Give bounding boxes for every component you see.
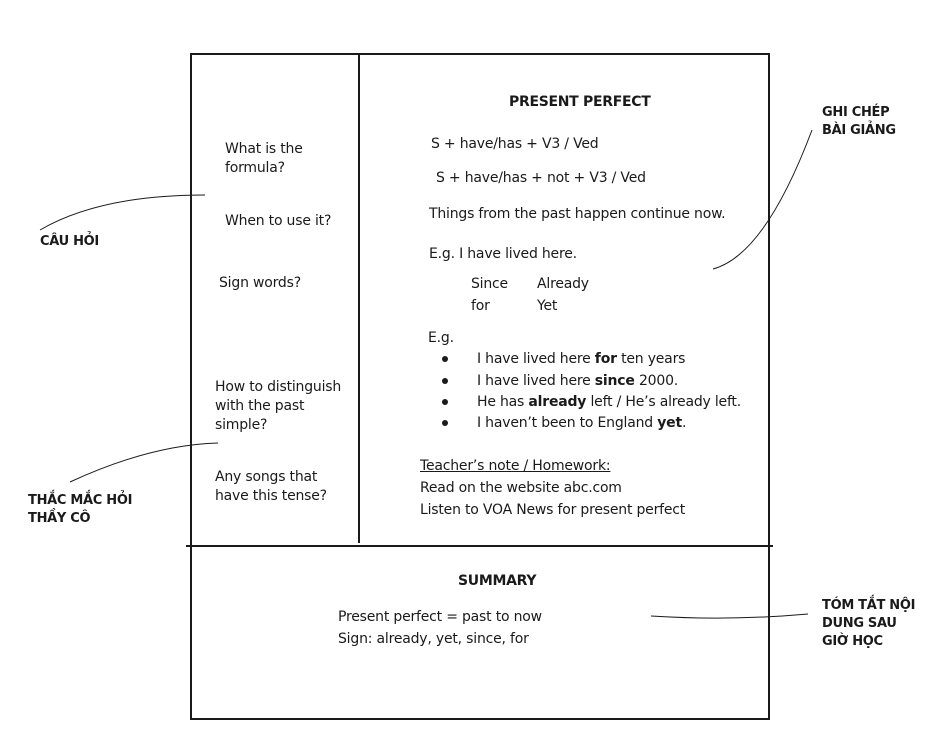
sign-for: for (471, 298, 490, 314)
formula-positive: S + have/has + V3 / Ved (431, 136, 599, 152)
question-sign-words: Sign words? (219, 275, 301, 291)
formula-negative: S + have/has + not + V3 / Ved (436, 170, 646, 186)
bullet-icon (442, 420, 448, 426)
bullet-icon (442, 378, 448, 384)
summary-title: SUMMARY (458, 573, 537, 589)
question-when-to-use: When to use it? (225, 213, 332, 229)
teacher-note-heading: Teacher’s note / Homework: (420, 458, 611, 474)
ask-teacher-pointer (70, 443, 218, 482)
eg-label: E.g. (428, 330, 454, 346)
ask-teacher-annotation: THẮC MẮC HỎI THẦY CÔ (28, 493, 133, 526)
summary-pointer (651, 614, 808, 618)
usage-note: Things from the past happen continue now. (429, 206, 726, 222)
question-distinguish: How to distinguish with the past simple? (215, 379, 342, 433)
example-line: E.g. I have lived here. (429, 246, 577, 262)
lecture-notes-annotation: GHI CHÉP BÀI GIẢNG (822, 105, 896, 138)
bullet-icon (442, 399, 448, 405)
sign-already: Already (537, 276, 589, 292)
sign-yet: Yet (537, 298, 558, 314)
question-songs: Any songs that have this tense? (215, 469, 327, 504)
questions-pointer (40, 195, 205, 230)
lecture-notes-pointer (713, 130, 812, 269)
bullet-icon (442, 356, 448, 362)
homework-line-1: Read on the website abc.com (420, 480, 622, 496)
notes-title: PRESENT PERFECT (509, 94, 651, 110)
summary-annotation: TÓM TẮT NỘI DUNG SAU GIỜ HỌC (822, 598, 916, 649)
sign-since: Since (471, 276, 508, 292)
question-formula: What is the formula? (225, 141, 303, 176)
homework-line-2: Listen to VOA News for present perfect (420, 502, 686, 518)
summary-line-2: Sign: already, yet, since, for (338, 631, 529, 647)
questions-annotation: CÂU HỎI (40, 234, 99, 249)
summary-line-1: Present perfect = past to now (338, 609, 542, 625)
